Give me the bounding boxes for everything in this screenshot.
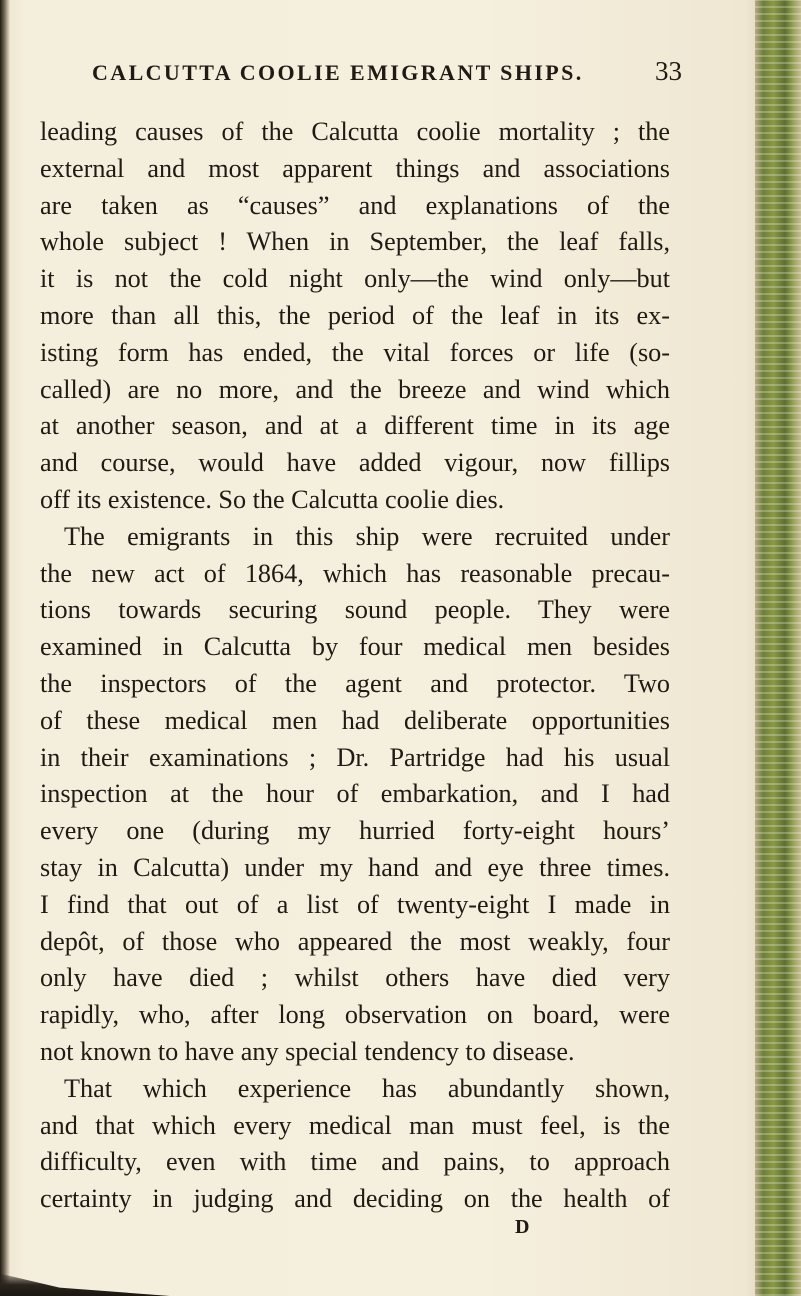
text-line: That which experience has abundantly shown, (64, 1073, 670, 1103)
text-line: The emigrants in this ship were recruited under (64, 521, 670, 551)
text-line: difficulty, even with time and pains, to approach (40, 1147, 670, 1177)
text-line: at another season, and at a different time in its age (40, 411, 670, 441)
text-line: and that which every medical man must feel, is the (40, 1110, 670, 1140)
text-line: the inspectors of the agent and protector. Two (40, 668, 670, 698)
page-number: 33 (655, 56, 682, 86)
text-line: stay in Calcutta) under my hand and eye three times. (40, 852, 670, 882)
text-line: certainty in judging and deciding on the health of (40, 1184, 670, 1214)
text-line: isting form has ended, the vital forces or life (so- (40, 337, 670, 367)
corner-shadow (0, 1268, 170, 1296)
page-edge-strip (755, 0, 801, 1296)
text-line: tions towards securing sound people. They were (40, 595, 670, 625)
text-line: examined in Calcutta by four medical men besides (40, 632, 670, 662)
text-line: are taken as “causes” and explanations of the (40, 190, 670, 220)
text-line: it is not the cold night only—the wind only—but (40, 264, 670, 294)
running-title: CALCUTTA COOLIE EMIGRANT SHIPS. (92, 60, 584, 85)
text-line: I find that out of a list of twenty-eight I made in (40, 889, 670, 919)
text-line: not known to have any special tendency to disease. (40, 1036, 575, 1066)
text-line: only have died ; whilst others have died very (40, 963, 670, 993)
text-line: off its existence. So the Calcutta coolie dies. (40, 484, 505, 514)
text-line: whole subject ! When in September, the leaf falls, (40, 227, 670, 257)
text-line: every one (during my hurried forty-eight hours’ (40, 816, 670, 846)
text-line: more than all this, the period of the leaf in its ex- (40, 300, 670, 330)
text-line: the new act of 1864, which has reasonable precau- (40, 558, 670, 588)
text-line: called) are no more, and the breeze and wind which (40, 374, 670, 404)
signature-mark: D (515, 1216, 531, 1238)
text-line: of these medical men had deliberate opportunities (40, 705, 670, 735)
text-line: depôt, of those who appeared the most weakly, four (40, 926, 670, 956)
text-line: external and most apparent things and associations (40, 153, 670, 183)
running-header (92, 56, 682, 94)
body-text (40, 114, 670, 1218)
gutter-shadow (0, 0, 10, 1296)
text-line: inspection at the hour of embarkation, and I had (40, 779, 670, 809)
text-line: and course, would have added vigour, now fillips (40, 448, 670, 478)
text-line: rapidly, who, after long observation on board, were (40, 1000, 670, 1030)
text-line: in their examinations ; Dr. Partridge had his usual (40, 742, 670, 772)
text-line: leading causes of the Calcutta coolie mortality ; the (40, 117, 670, 146)
